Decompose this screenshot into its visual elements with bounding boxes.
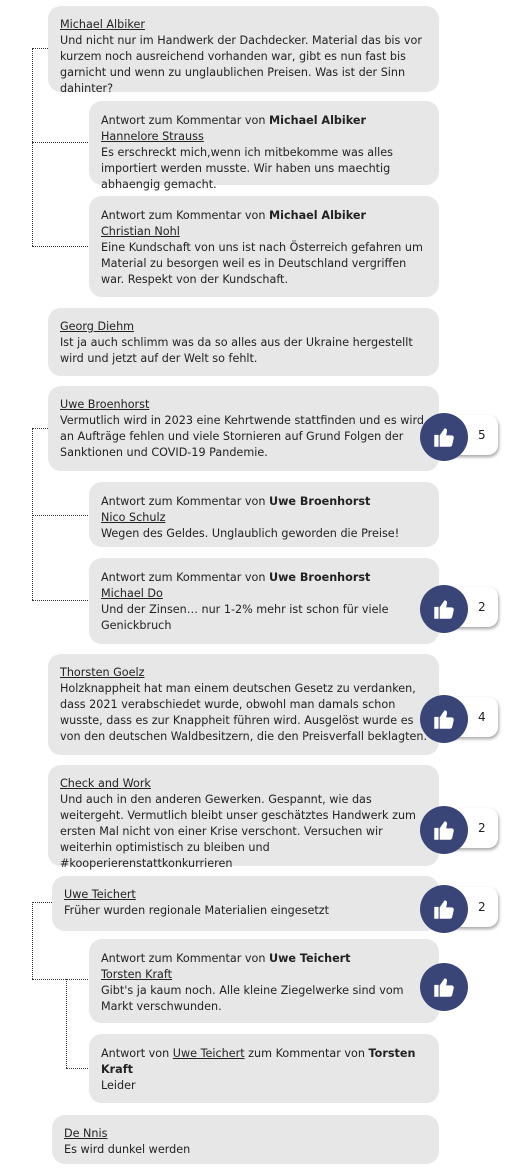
like-button[interactable] bbox=[420, 885, 468, 933]
reply-prefix: Antwort zum Kommentar von Uwe Broenhorst bbox=[101, 571, 371, 584]
like-button[interactable] bbox=[420, 963, 468, 1011]
thread-line bbox=[32, 48, 48, 49]
comment-author[interactable]: De Nnis bbox=[64, 1127, 108, 1140]
comment-author[interactable]: Check and Work bbox=[60, 777, 151, 790]
comment-author[interactable]: Nico Schulz bbox=[101, 511, 166, 524]
thumbs-up-icon bbox=[431, 974, 457, 1000]
comment-text: Vermutlich wird in 2023 eine Kehrtwende stattfinden und es wird an Aufträge fehlen und viele Stornieren auf Grund Folgen der Sanktionen und COVID-19 Pandemie. bbox=[60, 414, 424, 459]
reply-to-author: Uwe Teichert bbox=[269, 952, 351, 965]
reply-card bbox=[89, 101, 439, 191]
thread-line bbox=[32, 600, 88, 601]
thread-line bbox=[32, 246, 88, 247]
comment-author[interactable]: Georg Diehm bbox=[60, 320, 135, 333]
thread-line bbox=[66, 979, 67, 1068]
comment-card bbox=[48, 765, 439, 870]
comment-author[interactable]: Uwe Teichert bbox=[64, 888, 136, 901]
reply-prefix: Antwort zum Kommentar von Uwe Broenhorst bbox=[101, 495, 371, 508]
reply-card bbox=[89, 939, 439, 1023]
like-button[interactable] bbox=[420, 585, 468, 633]
thread-line bbox=[32, 428, 48, 429]
thread-line bbox=[66, 1068, 88, 1069]
comment-text: Es wird dunkel werden bbox=[64, 1143, 191, 1156]
like-button[interactable] bbox=[420, 806, 468, 854]
like-widget bbox=[420, 585, 498, 633]
like-widget bbox=[420, 806, 498, 854]
comment-card bbox=[48, 386, 439, 471]
comment-text: Wegen des Geldes. Unglaublich geworden die Preise! bbox=[101, 527, 400, 540]
comment-author[interactable]: Michael Do bbox=[101, 587, 163, 600]
comment-text: Ist ja auch schlimm was da so alles aus der Ukraine hergestellt wird und jetzt auf der Welt so fehlt. bbox=[60, 336, 413, 365]
like-count: 2 bbox=[442, 887, 498, 927]
thread-line bbox=[32, 902, 52, 903]
comment-text: Und auch in den anderen Gewerken. Gespannt, wie das weitergeht. Vermutlich bleibt unser geschätztes Handwerk zum ersten Mal nicht von einer Krise verschont. Versuchen wir weiterhin optimistisch zu bleiben und #kooperierenstattkonkurrieren bbox=[60, 793, 416, 870]
reply-prefix: Antwort von Uwe Teichert zum Kommentar von Torsten Kraft bbox=[101, 1047, 416, 1076]
thread-line bbox=[32, 902, 33, 979]
comment-author[interactable]: Uwe Broenhorst bbox=[60, 398, 150, 411]
thumbs-up-icon bbox=[431, 896, 457, 922]
reply-to-author: Michael Albiker bbox=[269, 114, 367, 127]
reply-to-author: Uwe Broenhorst bbox=[269, 495, 371, 508]
comment-text: Es erschreckt mich,wenn ich mitbekomme was alles importiert werden musste. Wir haben uns maechtig abhaengig gemacht. bbox=[101, 146, 394, 191]
comment-card bbox=[48, 308, 439, 376]
comment-card bbox=[52, 1115, 439, 1164]
comment-card bbox=[48, 654, 439, 755]
comment-text: Eine Kundschaft von uns ist nach Österreich gefahren um Material zu besorgen weil es in Deutschland vergriffen war. Respekt von der Kundschaft. bbox=[101, 241, 423, 286]
comment-text: Und nicht nur im Handwerk der Dachdecker. Material das bis vor kurzem noch ausreichend vorhanden war, gibt es nun fast bis garnicht und wenn zu unglaublichen Preisen. Was ist der Sinn dahinter? bbox=[60, 34, 422, 95]
reply-card bbox=[89, 196, 439, 297]
reply-to-author: Michael Albiker bbox=[269, 209, 367, 222]
comment-text: Leider bbox=[101, 1079, 136, 1092]
comment-author[interactable]: Thorsten Goelz bbox=[60, 666, 145, 679]
like-button[interactable] bbox=[420, 413, 468, 461]
thumbs-up-icon bbox=[431, 706, 457, 732]
reply-card bbox=[89, 482, 439, 547]
comment-card bbox=[48, 6, 439, 95]
like-widget bbox=[420, 963, 468, 1011]
like-widget bbox=[420, 695, 498, 743]
thread-line bbox=[32, 515, 88, 516]
reply-prefix: Antwort zum Kommentar von Michael Albiker bbox=[101, 114, 367, 127]
comment-card bbox=[52, 876, 439, 931]
thread-line bbox=[32, 48, 33, 246]
comment-text: Gibt's ja kaum noch. Alle kleine Ziegelwerke sind vom Markt verschwunden. bbox=[101, 984, 404, 1013]
reply-to-author: Uwe Broenhorst bbox=[269, 571, 371, 584]
reply-card bbox=[89, 1034, 439, 1103]
like-count: 2 bbox=[442, 808, 498, 848]
thread-line bbox=[32, 979, 88, 980]
comment-author[interactable]: Christian Nohl bbox=[101, 225, 180, 238]
comment-author[interactable]: Torsten Kraft bbox=[101, 968, 173, 981]
like-widget bbox=[420, 413, 498, 461]
reply-card bbox=[89, 558, 439, 644]
like-count: 4 bbox=[442, 697, 498, 737]
like-count: 2 bbox=[442, 587, 498, 627]
thumbs-up-icon bbox=[431, 596, 457, 622]
thread-line bbox=[32, 428, 33, 600]
like-count: 5 bbox=[442, 415, 498, 455]
comment-text: Früher wurden regionale Materialien eingesetzt bbox=[64, 904, 330, 917]
reply-to-author: Torsten Kraft bbox=[101, 1047, 416, 1076]
comment-author[interactable]: Hannelore Strauss bbox=[101, 130, 204, 143]
reply-prefix: Antwort zum Kommentar von Uwe Teichert bbox=[101, 952, 351, 965]
thumbs-up-icon bbox=[431, 817, 457, 843]
comment-text: Holzknappheit hat man einem deutschen Gesetz zu verdanken, dass 2021 verabschiedet wurde, obwohl man damals schon wusste, dass es zur Knappheit führen wird. Ausgelöst wurde es von den deutschen Waldbesitzern, die den Preisverfall beklagten. bbox=[60, 682, 428, 743]
like-widget bbox=[420, 885, 498, 933]
reply-prefix: Antwort zum Kommentar von Michael Albiker bbox=[101, 209, 367, 222]
comment-author[interactable]: Michael Albiker bbox=[60, 18, 145, 31]
thread-line bbox=[32, 142, 88, 143]
comment-text: Und der Zinsen… nur 1-2% mehr ist schon für viele Genickbruch bbox=[101, 603, 389, 632]
reply-from-author[interactable]: Uwe Teichert bbox=[172, 1047, 245, 1060]
like-button[interactable] bbox=[420, 695, 468, 743]
thumbs-up-icon bbox=[431, 424, 457, 450]
